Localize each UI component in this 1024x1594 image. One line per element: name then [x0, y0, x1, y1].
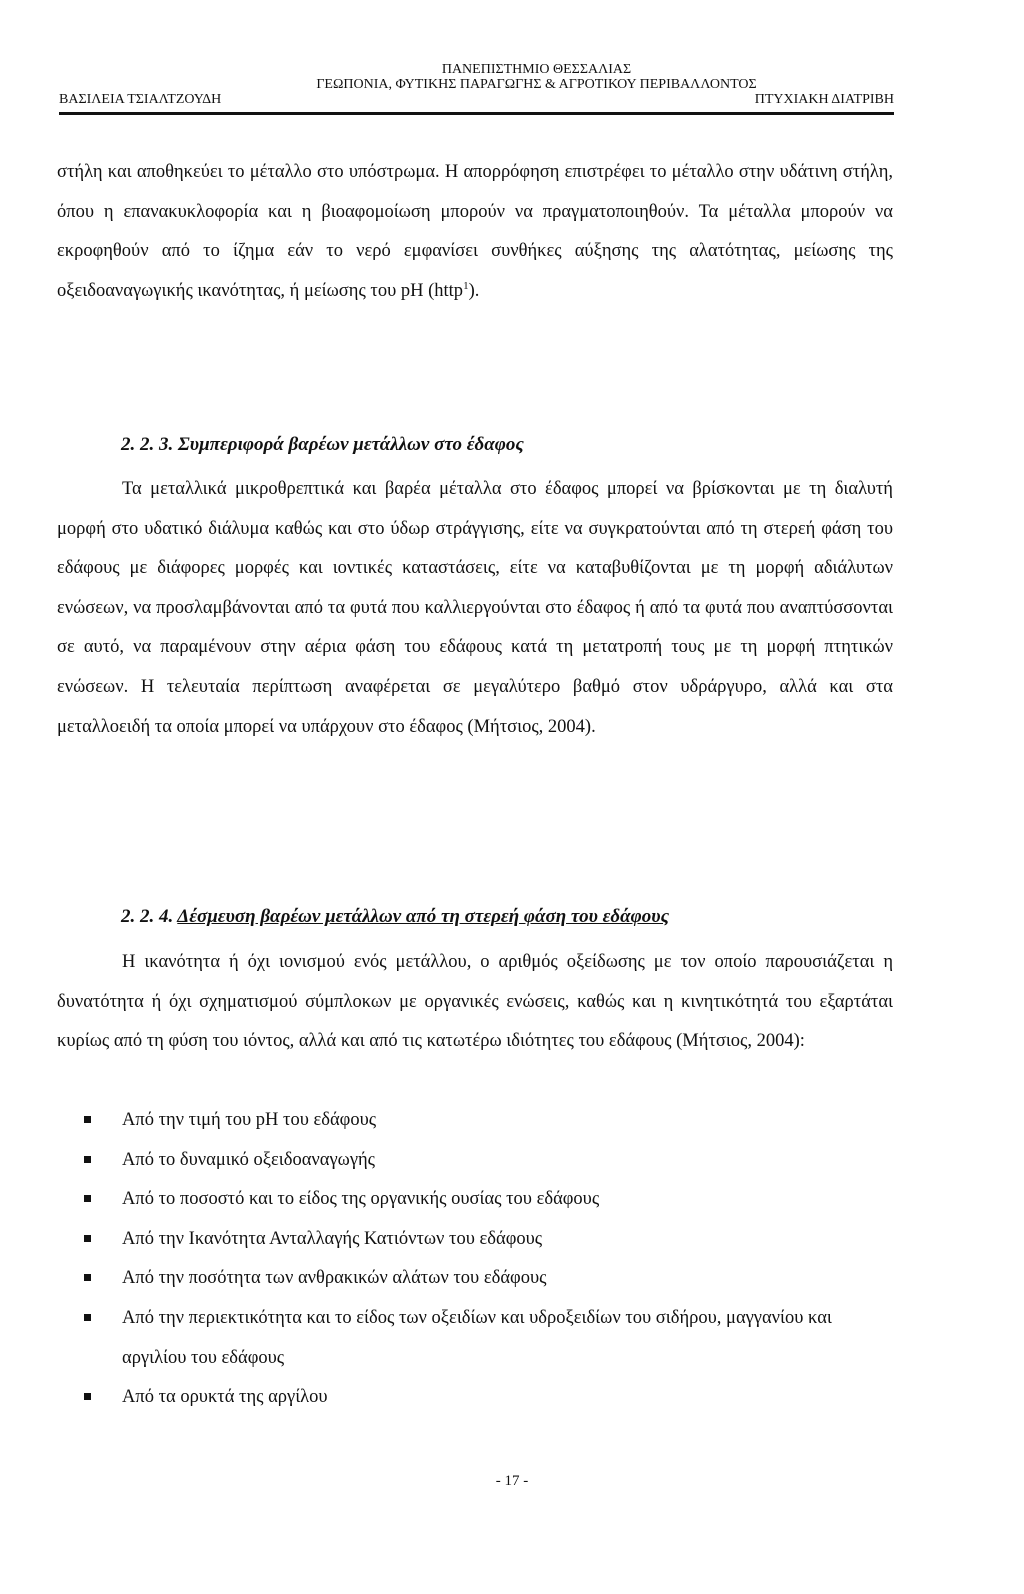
intro-closing: ). — [468, 280, 480, 301]
section-4-heading — [121, 906, 669, 928]
soil-properties-list — [80, 1101, 900, 1418]
list-item: Από το ποσοστό και το είδος της οργανικής ουσίας του εδάφους — [80, 1180, 900, 1220]
list-item: Από την ποσότητα των ανθρακικών αλάτων του εδάφους — [80, 1259, 900, 1299]
section-3-title: Συμπεριφορά βαρέων μετάλλων στο έδαφος — [178, 434, 524, 455]
section-4-body — [57, 943, 893, 1062]
header-author: ΒΑΣΙΛΕΙΑ ΤΣΙΑΛΤΖΟΥΔΗ — [59, 92, 222, 107]
list-item: Από την περιεκτικότητα και το είδος των οξειδίων και υδροξειδίων του σιδήρου, μαγγανίου και αργιλίου του εδάφους — [80, 1299, 900, 1378]
header-university: ΠΑΝΕΠΙΣΤΗΜΙΟ ΘΕΣΣΑΛΙΑΣ — [441, 62, 632, 77]
section-3-number: 2. 2. 3. — [121, 434, 174, 455]
section-4-paragraph: Η ικανότητα ή όχι ιονισμού ενός μετάλλου, ο αριθμός οξείδωσης με τον οποίο παρουσιάζεται η δυνατότητα ή όχι σχηματισμού σύμπλοκων με οργανικές ενώσεις, καθώς και η κινητικότητά του εξαρτάται κυρίως από τη φύση του ιόντος, αλλά και από τις κατωτέρω ιδιότητες του εδάφους (Μήτσιος, 2004): — [57, 952, 893, 1052]
page-number: - 17 - — [495, 1473, 529, 1489]
section-3-paragraph: Τα μεταλλικά μικροθρεπτικά και βαρέα μέταλλα στο έδαφος μπορεί να βρίσκονται με τη διαλυτή μορφή στο υδατικό διάλυμα καθώς και στο ύδωρ στράγγισης, είτε να συγκρατούνται από τη στερεή φάση του εδάφους με διάφορες μορφές και ιοντικές καταστάσεις, είτε να καταβυθίζονται με τη μορφή αδιάλυτων ενώσεων, να προσλαμβάνονται από τα φυτά που καλλιεργούνται στο έδαφος ή από τα φυτά που αναπτύσσονται σε αυτό, να παραμένουν στην αέρια φάση του εδάφους κατά τη μετατροπή τους με τη μορφή πτητικών ενώσεων. Η τελευταία περίπτωση αναφέρεται σε μεγαλύτερο βαθμό στον υδράργυρο, αλλά και στα μεταλλοειδή τα οποία μπορεί να υπάρχουν στο έδαφος (Μήτσιος, 2004). — [57, 479, 893, 737]
footnote-mark: 1 — [463, 279, 469, 292]
page-header — [59, 62, 894, 115]
section-3-heading — [121, 434, 524, 456]
intro-paragraph — [57, 153, 893, 311]
list-item: Από την τιμή του pH του εδάφους — [80, 1101, 900, 1141]
section-3-body — [57, 470, 893, 747]
header-rule — [59, 112, 894, 115]
list-item: Από τα ορυκτά της αργίλου — [80, 1378, 900, 1418]
list-item: Από την Ικανότητα Ανταλλαγής Κατιόντων του εδάφους — [80, 1220, 900, 1260]
header-row — [59, 92, 894, 107]
section-4-number: 2. 2. 4. — [121, 906, 174, 927]
header-thesis-type: ΠΤΥΧΙΑΚΗ ΔΙΑΤΡΙΒΗ — [754, 92, 894, 107]
list-item: Από το δυναμικό οξειδοαναγωγής — [80, 1141, 900, 1181]
section-4-title: Δέσμευση βαρέων μετάλλων από τη στερεή φάση του εδάφους — [177, 906, 670, 927]
intro-text: στήλη και αποθηκεύει το μέταλλο στο υπόστρωμα. Η απορρόφηση επιστρέφει το μέταλλο στην υδάτινη στήλη, όπου η επανακυκλοφορία και η βιοαφομοίωση μπορούν να πραγματοποιηθούν. Τα μέταλλα μπορούν να εκροφηθούν από το ίζημα εάν το νερό εμφανίσει συνθήκες αύξησης της αλατότητας, μείωσης της οξειδοαναγωγικής ικανότητας, ή μείωσης του pH (http — [57, 162, 893, 301]
header-department: ΓΕΩΠΟΝΙΑ, ΦΥΤΙΚΗΣ ΠΑΡΑΓΩΓΗΣ & ΑΓΡΟΤΙΚΟΥ ΠΕΡΙΒΑΛΛΟΝΤΟΣ — [316, 77, 757, 92]
